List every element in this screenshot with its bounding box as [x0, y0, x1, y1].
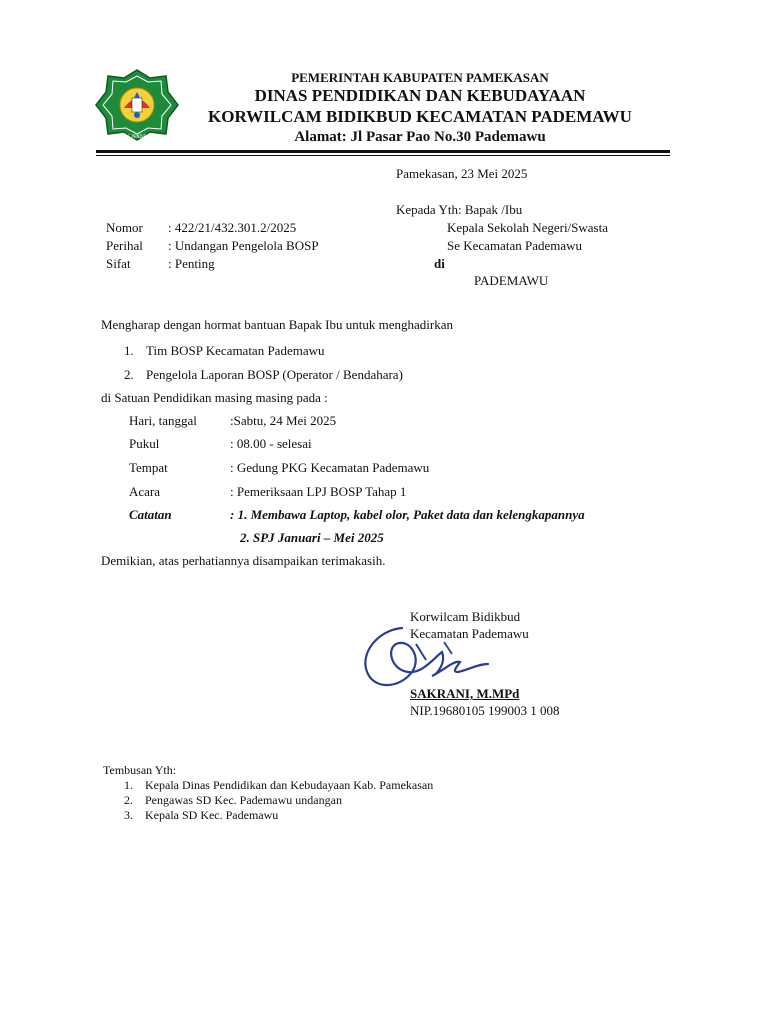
recipient-line2: Kepala Sekolah Negeri/Swasta: [447, 220, 609, 235]
tembusan-num: 3.: [124, 808, 133, 822]
pukul-value: : 08.00 - selesai: [230, 436, 312, 451]
nomor-label: Nomor: [106, 220, 143, 235]
header-government: PEMERINTAH KABUPATEN PAMEKASAN: [291, 70, 549, 85]
body-intro: Mengharap dengan hormat bantuan Bapak Ibu untuk menghadirkan: [101, 317, 453, 332]
tempat-value: : Gedung PKG Kecamatan Pademawu: [230, 460, 430, 475]
signer-nip: NIP.19680105 199003 1 008: [410, 703, 560, 718]
list-item: Tim BOSP Kecamatan Pademawu: [146, 343, 325, 358]
signer-title-1: Korwilcam Bidikbud: [410, 609, 521, 624]
recipient-city: PADEMAWU: [474, 273, 549, 288]
hari-value: :Sabtu, 24 Mei 2025: [230, 413, 337, 428]
catatan-value-2: 2. SPJ Januari – Mei 2025: [240, 530, 384, 545]
header-rule-thin: [96, 155, 670, 156]
acara-value: : Pemeriksaan LPJ BOSP Tahap 1: [230, 484, 407, 499]
dinas-logo: [94, 68, 180, 142]
header-address: Alamat: Jl Pasar Pao No.30 Pademawu: [294, 129, 546, 145]
tembusan-item: Kepala Dinas Pendidikan dan Kebudayaan Kab. Pamekasan: [145, 778, 434, 792]
tembusan-num: 2.: [124, 793, 133, 807]
closing-text: Demikian, atas perhatiannya disampaikan terimakasih.: [101, 553, 386, 568]
letter-date: Pamekasan, 23 Mei 2025: [396, 166, 528, 181]
tembusan-item: Pengawas SD Kec. Pademawu undangan: [145, 793, 342, 807]
hari-label: Hari, tanggal: [129, 413, 197, 428]
catatan-value: : 1. Membawa Laptop, kabel olor, Paket data dan kelengkapannya: [230, 507, 585, 522]
header-dinas: DINAS PENDIDIKAN DAN KEBUDAYAAN: [254, 86, 586, 105]
tembusan-num: 1.: [124, 778, 133, 792]
perihal-label: Perihal: [106, 238, 143, 253]
recipient-di: di: [434, 256, 445, 271]
sifat-value: : Penting: [168, 256, 215, 271]
list-item: Pengelola Laporan BOSP (Operator / Bendahara): [146, 367, 403, 382]
svg-text:DINAS PENDIDIKAN: DINAS PENDIDIKAN: [117, 134, 157, 139]
acara-label: Acara: [129, 484, 161, 499]
header-korwilcam: KORWILCAM BIDIKBUD KECAMATAN PADEMAWU: [208, 107, 632, 126]
recipient-line3: Se Kecamatan Pademawu: [447, 238, 583, 253]
list-item-num: 1.: [124, 343, 134, 358]
catatan-label: Catatan: [129, 507, 172, 522]
pukul-label: Pukul: [129, 436, 160, 451]
header-rule-thick: [96, 150, 670, 153]
tembusan-heading: Tembusan Yth:: [103, 763, 177, 777]
sifat-label: Sifat: [106, 256, 131, 271]
location-line: di Satuan Pendidikan masing masing pada :: [101, 390, 328, 405]
perihal-value: : Undangan Pengelola BOSP: [168, 238, 319, 253]
tempat-label: Tempat: [129, 460, 168, 475]
signer-title-2: Kecamatan Pademawu: [410, 626, 529, 641]
tembusan-item: Kepala SD Kec. Pademawu: [145, 808, 279, 822]
signer-name: SAKRANI, M.MPd: [410, 686, 520, 701]
list-item-num: 2.: [124, 367, 134, 382]
nomor-value: : 422/21/432.301.2/2025: [168, 220, 297, 235]
recipient-line1: Kepada Yth: Bapak /Ibu: [396, 202, 523, 217]
